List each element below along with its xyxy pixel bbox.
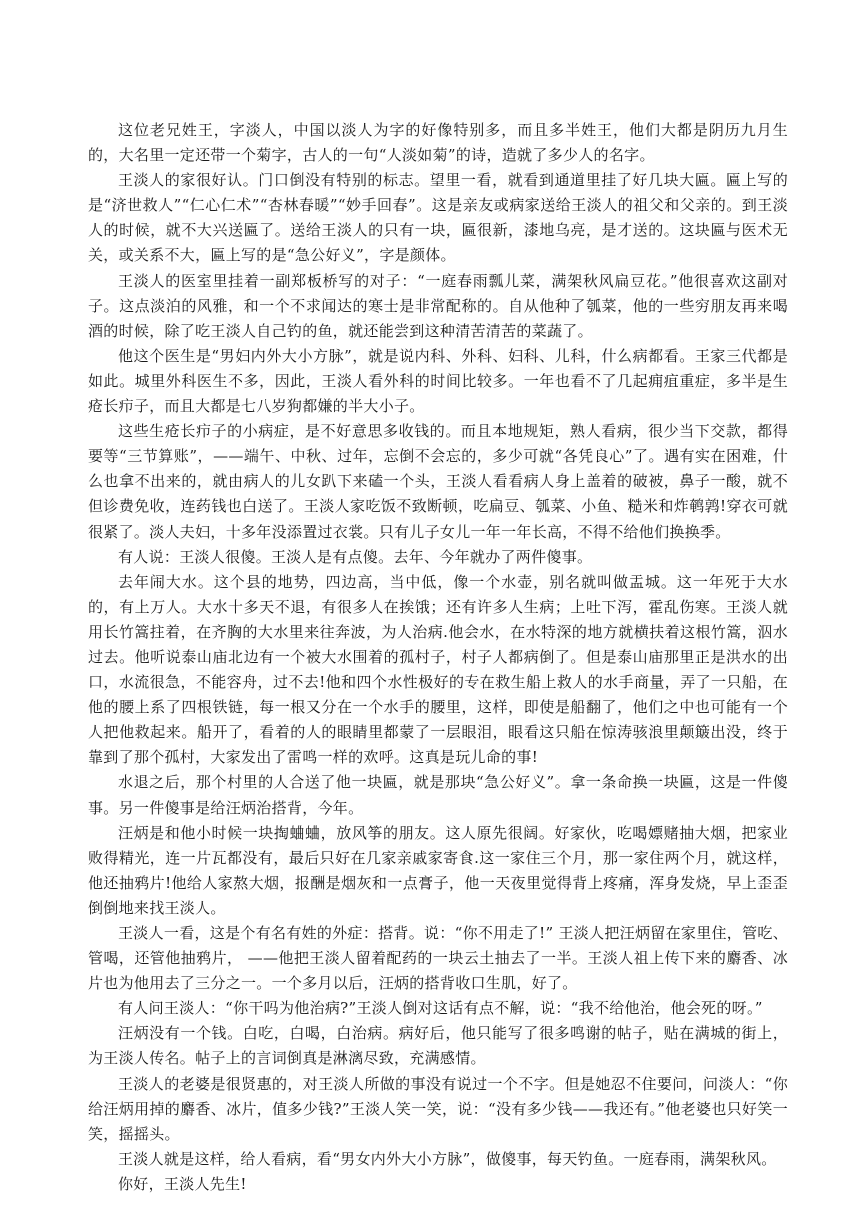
paragraph-5: 这些生疮长疖子的小病症，是不好意思多收钱的。而且本地规矩，熟人看病，很少当下交款，都得要等“三节算账”，——端午、中秋、过年，忘倒不会忘的，多少可就“各凭良心”了。遇有实在困难，什么也拿不出来的，就由病人的儿女趴下来磕一个头，王淡人看看病人身上盖着的破被，鼻子一酸，就不但诊费免收，连药钱也白送了。王淡人家吃饭不致断顿，吃扁豆、瓠菜、小鱼、糙米和炸鹌鹑!穿衣可就很紧了。淡人夫妇，十多年没添置过衣裳。只有儿子女儿一年一年长高，不得不给他们换换季。 <box>88 422 788 541</box>
paragraph-11: 有人问王淡人：“你干吗为他治病?”王淡人倒对这话有点不解，说：“我不给他治，他会死的呀。” <box>118 999 763 1018</box>
paragraph-14: 王淡人就是这样，给人看病，看“男女内外大小方脉”，做傻事，每天钓鱼。一庭春雨，满架秋风。 <box>118 1149 777 1168</box>
paragraph-13: 王淡人的老婆是很贤惠的，对王淡人所做的事没有说过一个不字。但是她忍不住要问，问淡人：“你给汪炳用掉的麝香、冰片，值多少钱?”王淡人笑一笑，说：“没有多少钱——我还有。”他老婆也只好笑一笑，摇摇头。 <box>88 1074 788 1143</box>
paragraph-7: 去年闹大水。这个县的地势，四边高，当中低，像一个水壶，别名就叫做盂城。这一年死于大水的，有上万人。大水十多天不退，有很多人在挨饿；还有许多人生病；上吐下泻，霍乱伤寒。王淡人就用长竹篙拄着，在齐胸的大水里来往奔波，为人治病.他会水，在水特深的地方就横扶着这根竹篙，泅水过去。他听说泰山庙北边有一个被大水围着的孤村子，村子人都病倒了。但是泰山庙那里正是洪水的出口，水流很急，不能容舟，过不去!他和四个水性极好的专在救生船上救人的水手商量，弄了一只船，在他的腰上系了四根铁链，每一根又分在一个水手的腰里，这样，即使是船翻了，他们之中也可能有一个人把他救起来。船开了，看着的人的眼睛里都蒙了一层眼泪，眼看这只船在惊涛骇浪里颠簸出没，终于靠到了那个孤村，大家发出了雷鸣一样的欢呼。这真是玩儿命的事! <box>88 572 788 767</box>
paragraph-6: 有人说：王淡人很傻。王淡人是有点傻。去年、今年就办了两件傻事。 <box>118 547 593 566</box>
paragraph-15: 你好，王淡人先生! <box>118 1174 247 1193</box>
paragraph-8: 水退之后，那个村里的人合送了他一块匾，就是那块“急公好义”。拿一条命换一块匾，这是一件傻事。另一件傻事是给汪炳治搭背，今年。 <box>88 773 788 817</box>
paragraph-4: 他这个医生是“男妇内外大小方脉”，就是说内科、外科、妇科、儿科，什么病都看。王家三代都是如此。城里外科医生不多，因此，王淡人看外科的时间比较多。一年也看不了几起痈疽重症，多半是生疮长疖子，而且大都是七八岁狗都嫌的半大小子。 <box>88 346 788 416</box>
paragraph-9: 汪炳是和他小时候一块掏蛐蛐，放风筝的朋友。这人原先很阔。好家伙，吃喝嫖赌抽大烟，把家业败得精光，连一片瓦都没有，最后只好在几家亲戚家寄食.这一家住三个月，那一家住两个月，就这样，他还抽鸦片!他给人家熬大烟，报酬是烟灰和一点膏子，他一天夜里觉得背上疼痛，浑身发烧，早上歪歪倒倒地来找王淡人。 <box>88 823 788 917</box>
paragraph-2: 王淡人的家很好认。门口倒没有特别的标志。望里一看，就看到通道里挂了好几块大匾。匾上写的是“济世救人”“仁心仁术”“杏林春暖”“妙手回春”。这是亲友或病家送给王淡人的祖父和父亲的。到王淡人的时候，就不大兴送匾了。送给王淡人的只有一块，匾很新，漆地乌亮，是才送的。这块匾与医术无关，或关系不大，匾上写的是“急公好义”，字是颜体。 <box>88 171 788 265</box>
paragraph-12: 汪炳没有一个钱。白吃，白喝，白治病。病好后，他只能写了很多鸣谢的帖子，贴在满城的街上，为王淡人传名。帖子上的言词倒真是淋漓尽致，充满感情。 <box>88 1024 788 1068</box>
paragraph-3: 王淡人的医室里挂着一副郑板桥写的对子：“一庭春雨瓢儿菜，满架秋风扁豆花。”他很喜欢这副对子。这点淡泊的风雅，和一个不求闻达的寒士是非常配称的。自从他种了瓠菜，他的一些穷朋友再来喝酒的时候，除了吃王淡人自己钓的鱼，就还能尝到这种清苦清苦的菜蔬了。 <box>88 271 788 340</box>
paragraph-1: 这位老兄姓王，字淡人，中国以淡人为字的好像特别多，而且多半姓王，他们大都是阴历九月生的，大名里一定还带一个菊字，古人的一句“人淡如菊”的诗，造就了多少人的名字。 <box>88 121 788 165</box>
document-body <box>88 118 788 1197</box>
paragraph-10: 王淡人一看，这是个有名有姓的外症：搭背。说：“你不用走了!” 王淡人把汪炳留在家里住，管吃、管喝，还管他抽鸦片， ——他把王淡人留着配药的一块云土抽去了一半。王淡人祖上传下来的麝香、冰片也为他用去了三分之一。一个多月以后，汪炳的搭背收口生肌，好了。 <box>88 924 788 993</box>
